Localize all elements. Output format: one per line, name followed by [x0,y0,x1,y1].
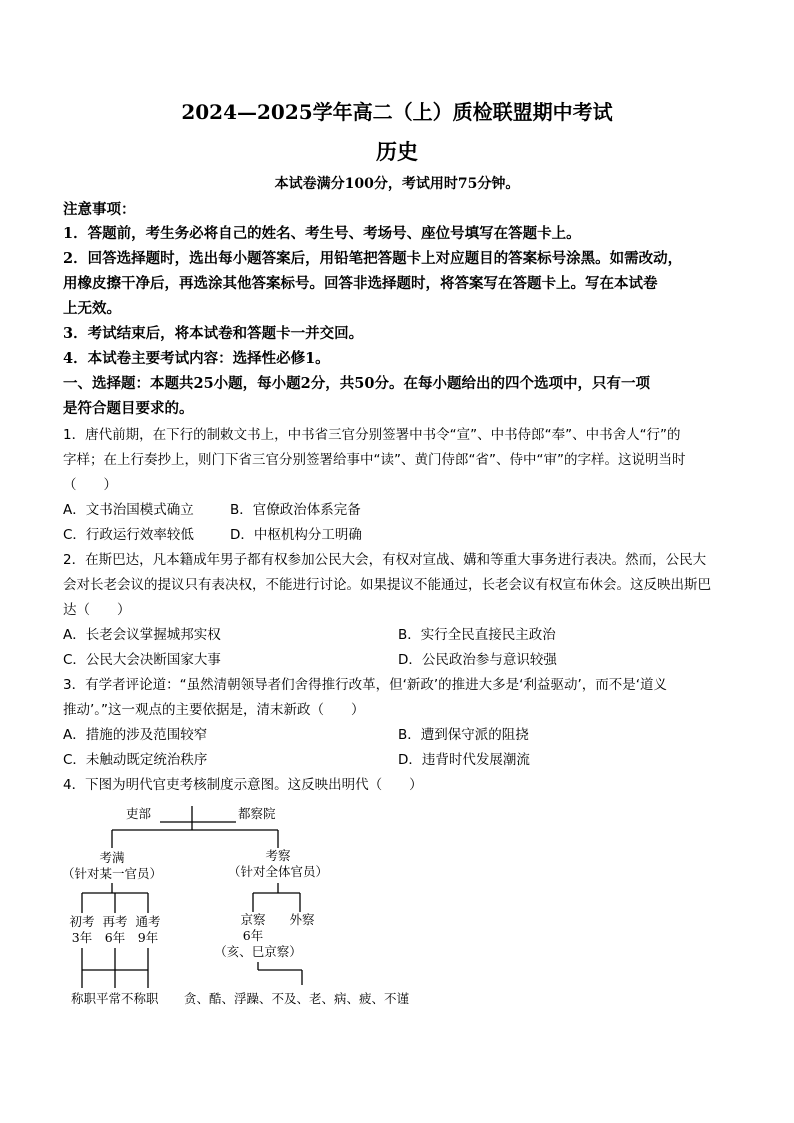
node-kaoman-note: （针对某一官员） [61,866,163,881]
q4-stem-line-1: 4．下图为明代官吏考核制度示意图。这反映出明代（ ） [63,777,423,793]
node-kaocha: 考察 [265,848,291,863]
q3-option-d: D．违背时代发展潮流 [398,752,530,768]
q3-option-c: C．未触动既定统治秩序 [63,752,208,768]
q2-stem-line-1: 2．在斯巴达，凡本籍成年男子都有权参加公民大会，有权对宣战、媾和等重大事务进行表决。然而，公民大 [63,552,707,568]
section-heading-line-1: 一、选择题：本题共25小题，每小题2分，共50分。在每小题给出的四个选项中，只有一项 [63,375,650,392]
q3-option-b: B．遭到保守派的阻挠 [398,727,529,743]
exam-subject: 历史 [376,139,418,164]
q1-option-d: D．中枢机构分工明确 [230,527,362,543]
q3-stem-line-2: 推动’。”这一观点的主要依据是，清末新政（ ） [63,702,365,718]
note-2-line-1: 2．回答选择题时，选出每小题答案后，用铅笔把答题卡上对应题目的答案标号涂黑。如需改动， [63,250,683,267]
note-1: 1．答题前，考生务必将自己的姓名、考生号、考场号、座位号填写在答题卡上。 [63,225,581,242]
q1-option-b: B．官僚政治体系完备 [230,502,361,518]
q2-stem-line-3: 达（ ） [63,602,131,618]
node-chukao: 初考 [69,914,95,929]
note-3: 3．考试结束后，将本试卷和答题卡一并交回。 [63,325,364,342]
note-2-line-3: 上无效。 [63,300,121,317]
node-waicha: 外察 [289,912,315,927]
q3-option-a: A．措施的涉及范围较窄 [63,727,208,743]
node-kaoman: 考满 [99,850,125,865]
exam-title: 2024—2025学年高二（上）质检联盟期中考试 [181,100,613,124]
node-zaikao: 再考 [102,914,128,929]
node-tongkao-years: 9年 [137,930,159,945]
notes-heading: 注意事项： [63,201,136,218]
node-chukao-years: 3年 [71,930,93,945]
q1-stem-line-1: 1．唐代前期，在下行的制敕文书上，中书省三官分别签署中书令“宣”、中书侍郎“奉”、中书舍人“行”的 [63,427,681,443]
section-heading-line-2: 是符合题目要求的。 [63,400,194,417]
node-jingcha: 京察 [240,912,266,927]
q3-stem-line-1: 3．有学者评论道：“虽然清朝领导者们舍得推行改革，但‘新政’的推进大多是‘利益驱动’，而不是‘道义 [63,677,668,693]
results-kaocha: 贪、酷、浮躁、不及、老、病、疲、不谨 [184,991,410,1006]
q2-stem-line-2: 会对长老会议的提议只有表决权，不能进行讨论。如果提议不能通过，长老会议有权宣布休会。这反映出斯巴 [63,577,711,593]
node-libu: 吏部 [126,806,152,821]
q2-option-b: B．实行全民直接民主政治 [398,627,556,643]
node-jingcha-years: 6年 [242,928,264,943]
node-tongkao: 通考 [135,914,161,929]
note-4: 4．本试卷主要考试内容：选择性必修1。 [63,350,330,367]
node-zaikao-years: 6年 [104,930,126,945]
q1-stem-line-2: 字样；在上行奏抄上，则门下省三官分别签署给事中“读”、黄门侍郎“省”、侍中“审”的字样。这说明当时 [63,452,686,468]
q2-option-a: A．长老会议掌握城邦实权 [63,627,221,643]
diagram-connector-lines [82,806,302,988]
node-duchayuan: 都察院 [238,806,276,821]
node-jingcha-note: （亥、巳京察） [214,944,302,959]
q1-option-a: A．文书治国模式确立 [63,502,194,518]
q1-option-c: C．行政运行效率较低 [63,527,194,543]
q2-option-c: C．公民大会决断国家大事 [63,652,221,668]
note-2-line-2: 用橡皮擦干净后，再选涂其他答案标号。回答非选择题时，将答案写在答题卡上。写在本试卷 [63,275,658,292]
q2-option-d: D．公民政治参与意识较强 [398,652,557,668]
results-kaoman: 称职平常不称职 [71,991,159,1006]
node-kaocha-note: （针对全体官员） [227,864,329,879]
exam-intro: 本试卷满分100分，考试用时75分钟。 [274,176,520,192]
q1-stem-line-3: （ ） [63,477,117,493]
